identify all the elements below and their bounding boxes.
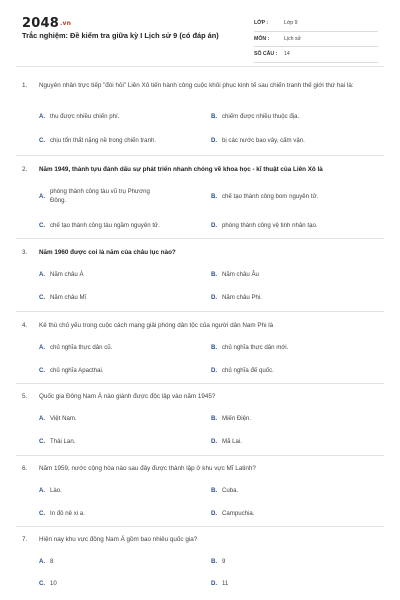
page-title: Trắc nghiệm: Đề kiểm tra giữa kỳ I Lịch sử 9 (có đáp án) [22,31,219,40]
option-text: chiếm được nhiều thuộc địa. [222,113,300,120]
option-letter: D. [211,510,218,517]
meta-subject-label: MÔN : [254,35,270,42]
question-number: 7. [22,536,28,543]
q3-option-b[interactable] [211,271,376,280]
option-text: chế tạo thành công bom nguyên tử. [222,193,319,200]
option-text: Lào. [50,487,62,494]
option-text: phóng thành công vệ tinh nhân tạo. [222,222,318,229]
question-divider [16,455,384,456]
option-text: Năm châu Âu [222,271,259,278]
question-number: 5. [22,393,28,400]
option-text: chủ nghĩa thực dân cũ. [50,344,113,351]
question-text: Hiện nay khu vực đông Nam Á gồm bao nhiêu quốc gia? [39,536,198,543]
q4-option-a[interactable] [39,344,204,353]
option-letter: B. [211,487,218,494]
meta-subject-row [254,32,378,48]
question-number: 6. [22,465,28,472]
option-text: Năm châu Mĩ [50,294,87,301]
question-number: 3. [22,249,28,256]
option-letter: B. [211,415,218,422]
option-text: bị các nước bao vây, cấm vận. [222,137,305,144]
option-letter: A. [39,113,46,120]
option-letter: B. [211,271,218,278]
question-divider [16,238,384,239]
meta-class-row [254,16,378,32]
question-divider [16,383,384,384]
option-letter: B. [211,558,218,565]
option-text: Miến Điện. [222,415,252,422]
q5-option-c[interactable] [39,438,204,447]
option-text: chịu tổn thất nặng nề trong chiến tranh. [50,137,157,144]
option-text: thu được nhiều chiến phí. [50,113,120,120]
option-letter: A. [39,344,46,351]
q7-option-c[interactable] [39,580,204,589]
question-4 [22,321,382,330]
question-number: 4. [22,322,28,329]
option-text: Năm châu Á [50,271,84,278]
option-letter: D. [211,438,218,445]
option-letter: A. [39,415,46,422]
option-letter: C. [39,137,46,144]
q7-option-b[interactable] [211,558,376,567]
option-text: Campuchia. [222,510,255,517]
q2-option-c[interactable] [39,222,204,231]
meta-class-label: LỚP : [254,20,269,27]
q3-option-c[interactable] [39,294,204,303]
option-letter: C. [39,510,46,517]
option-text: Thái Lan. [50,438,76,445]
option-text: phóng thành công tàu vũ trụ Phương Đông. [50,188,150,204]
quiz-meta [254,16,378,63]
question-text: Năm 1959, nước cộng hòa nào sau đây được thành lập ở khu vực Mĩ Latinh? [39,465,256,472]
question-3 [22,248,382,257]
q4-option-d[interactable] [211,367,376,376]
q5-option-b[interactable] [211,415,376,424]
option-letter: A. [39,271,46,278]
option-letter: D. [211,137,218,144]
question-divider [16,526,384,527]
option-letter: C. [39,438,46,445]
question-number: 2. [22,166,28,173]
option-letter: C. [39,367,46,374]
question-7 [22,535,382,544]
option-letter: A. [39,487,46,494]
question-text: Nguyên nhân trực tiếp "đòi hỏi" Liên Xô tiến hành công cuộc khôi phục kinh tế sau chiến tranh thế giới thứ hai là: [39,82,354,89]
q6-option-a[interactable] [39,487,204,496]
q2-option-a[interactable] [39,188,161,205]
option-letter: D. [211,580,218,587]
option-letter: D. [211,294,218,301]
logo-suffix: .vn [59,20,72,27]
question-6 [22,464,382,473]
q2-option-d[interactable] [211,222,376,231]
question-text: Năm 1960 được coi là năm của châu lục nào? [39,249,176,256]
site-logo[interactable] [22,16,71,31]
q5-option-d[interactable] [211,438,376,447]
question-divider [16,155,384,156]
meta-count-row [254,47,378,63]
option-text: Mã Lai. [222,438,242,445]
meta-count-value: 14 [284,51,290,58]
q7-option-a[interactable] [39,558,204,567]
q4-option-b[interactable] [211,344,376,353]
question-text: Kẻ thù chủ yếu trong cuộc cách mạng giải phóng dân tộc của người dân Nam Phi là [39,322,274,329]
option-letter: B. [211,344,218,351]
option-letter: C. [39,580,46,587]
q2-option-b[interactable] [211,193,376,202]
q4-option-c[interactable] [39,367,204,376]
logo-text: 2048 [22,16,59,31]
question-text: Quốc gia Đông Nam Á nào giành được độc lập vào năm 1945? [39,393,216,400]
option-letter: C. [39,222,46,229]
question-2 [22,165,382,174]
q1-option-a[interactable] [39,113,204,122]
meta-class-value: Lớp 9 [284,20,298,27]
option-text: Năm châu Phi. [222,294,262,301]
option-text: In đô nê xi a. [50,510,85,517]
q3-option-a[interactable] [39,271,204,280]
option-text: chủ nghĩa thực dân mới. [222,344,289,351]
option-letter: D. [211,222,218,229]
q7-option-d[interactable] [211,580,376,589]
option-letter: A. [39,558,46,565]
option-letter: C. [39,294,46,301]
question-text: Năm 1949, thành tựu đánh dấu sự phát triển nhanh chóng về khoa học - kĩ thuật của Liên Xô là [39,166,323,173]
header-divider [16,66,384,67]
option-letter: B. [211,113,218,120]
option-text: Cuba. [222,487,239,494]
option-text: chế tạo thành công tàu ngầm nguyên tử. [50,222,160,229]
q5-option-a[interactable] [39,415,204,424]
q6-option-d[interactable] [211,510,376,519]
option-letter: D. [211,367,218,374]
option-letter: A. [39,193,46,200]
option-text: chủ nghĩa đế quốc. [222,367,274,374]
question-divider [16,311,384,312]
meta-subject-value: Lịch sử [284,35,302,42]
meta-count-label: SỐ CÂU : [254,51,278,58]
option-text: chủ nghĩa Apacthai. [50,367,104,374]
q6-option-b[interactable] [211,487,376,496]
option-text: 10 [50,580,57,587]
question-5 [22,392,382,401]
option-letter: B. [211,193,218,200]
question-1 [22,81,382,90]
q1-option-d[interactable] [211,137,376,146]
option-text: 8 [50,558,54,565]
q6-option-c[interactable] [39,510,204,519]
q1-option-c[interactable] [39,137,204,146]
option-text: 9 [222,558,226,565]
q3-option-d[interactable] [211,294,376,303]
option-text: Việt Nam. [50,415,77,422]
q1-option-b[interactable] [211,113,376,122]
question-number: 1. [22,82,28,89]
option-text: 11 [222,580,229,587]
